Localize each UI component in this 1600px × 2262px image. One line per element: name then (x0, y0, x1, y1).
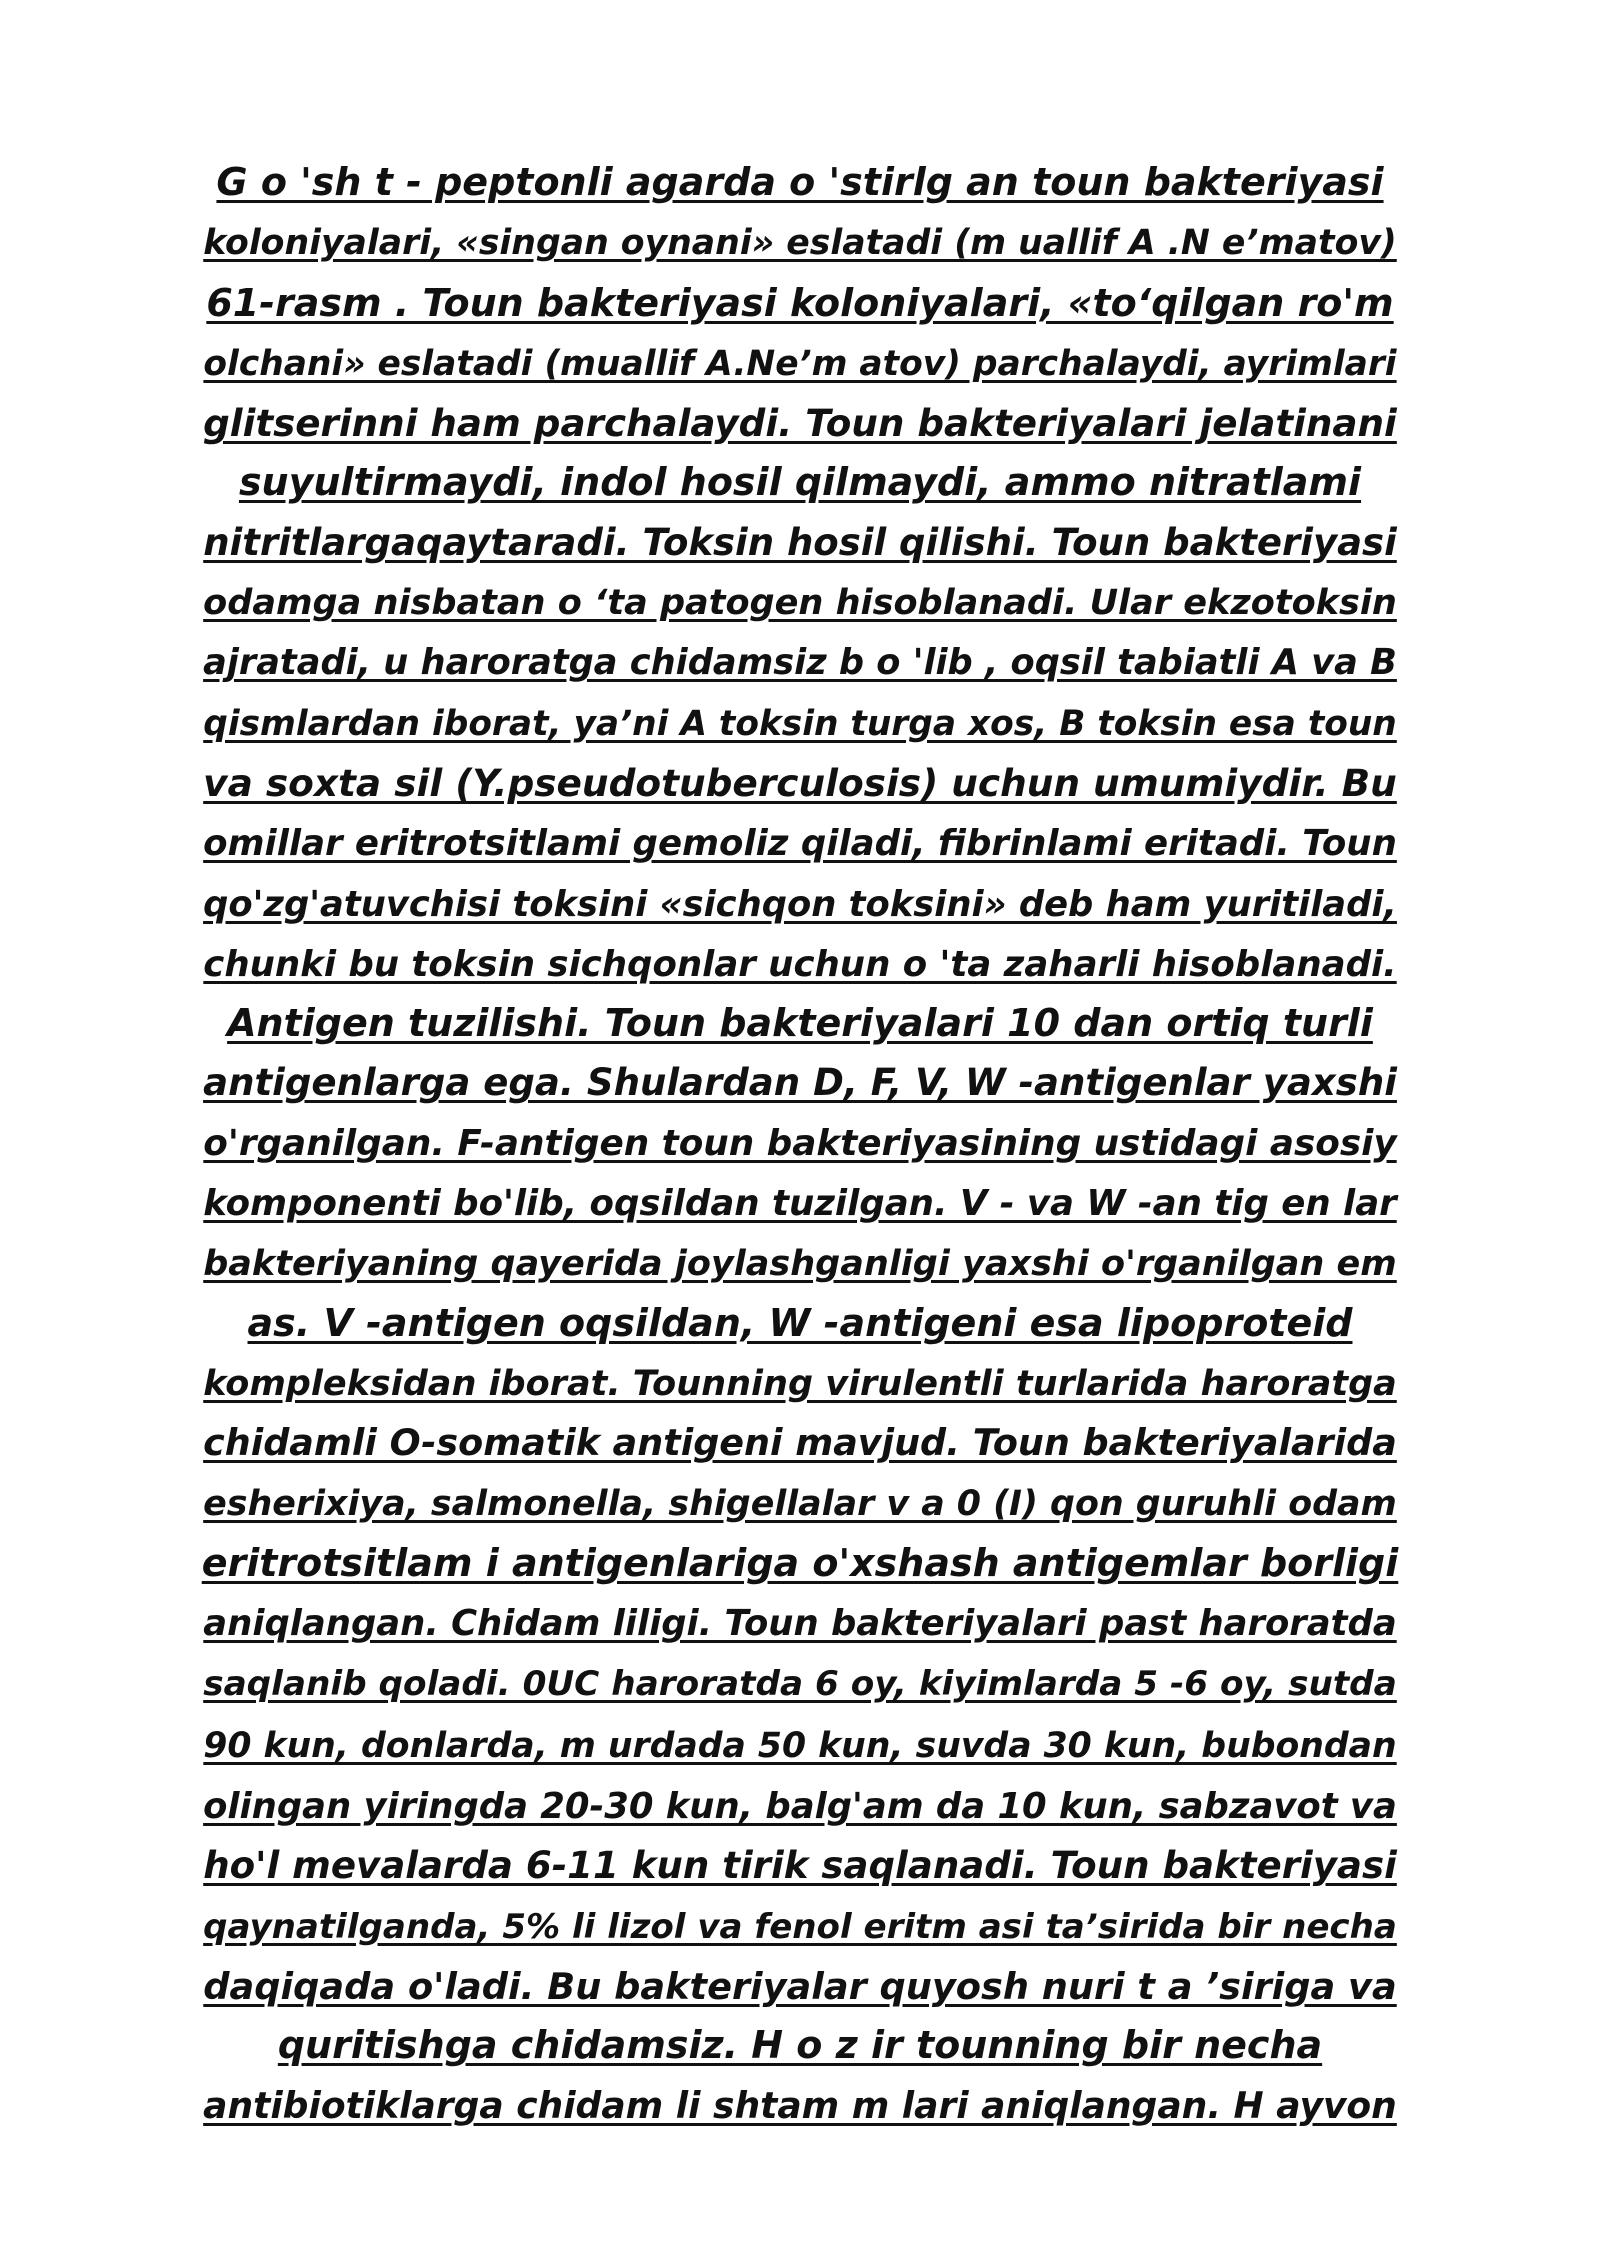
text-line: chidamli O-somatik antigeni mavjud. Toun bakteriyalarida (203, 1421, 1397, 1465)
text-line: qismlardan iborat, ya’ni A toksin turga xos, B toksin esa toun (203, 703, 1397, 744)
text-line: qaynatilganda, 5% li lizol va fenol eritm asi ta’sirida bir necha (203, 1906, 1397, 1947)
text-line: omillar eritrotsitlami gemoliz qiladi, fibrinlami eritadi. Toun (203, 823, 1397, 865)
text-line: antigenlarga ega. Shulardan D, F, V, W -antigenlar yaxshi (203, 1061, 1397, 1105)
text-line: suyultirmaydi, indol hosil qilmaydi, ammo nitratlami (238, 460, 1362, 505)
text-line: koloniyalari, «singan oynani» eslatadi (m uallif A .N e’matov) (203, 223, 1397, 264)
text-line: 61-rasm . Toun bakteriyasi koloniyalari, «to‘qilgan ro'm (206, 280, 1394, 325)
text-line: antibiotiklarga chidam li shtam m lari aniqlangan. H ayvon (203, 2085, 1397, 2127)
text-line: ajratadi, u haroratga chidamsiz b o 'lib , oqsil tabiatli A va B (203, 642, 1397, 684)
text-line: quritishga chidamsiz. H o z ir tounning bir necha (277, 2023, 1323, 2068)
text-line: 90 kun, donlarda, m urdada 50 kun, suvda 30 kun, bubondan (203, 1725, 1397, 1766)
text-line: kompleksidan iborat. Tounning virulentli turlarida haroratga (203, 1362, 1397, 1404)
text-line: as. V -antigen oqsildan, W -antigeni esa lipoproteid (247, 1300, 1353, 1345)
text-line: nitritlargaqaytaradi. Toksin hosil qilishi. Toun bakteriyasi (203, 520, 1397, 564)
text-line: Antigen tuzilishi. Toun bakteriyalari 10 dan ortiq turli (227, 1001, 1373, 1046)
text-line: eritrotsitlam i antigenlariga o'xshash antigemlar borligi (201, 1540, 1399, 1585)
body-text (200, 153, 1400, 2136)
text-line: bakteriyaning qayerida joylashganligi yaxshi o'rganilgan em (203, 1243, 1397, 1285)
text-line: olchani» eslatadi (muallif A.Ne’m atov) parchalaydi, ayrimlari (203, 343, 1397, 384)
text-line: odamga nisbatan o ‘ta patogen hisoblanadi. Ular ekzotoksin (203, 582, 1397, 624)
text-line: saqlanib qoladi. 0UC haroratda 6 oy, kiyimlarda 5 -6 oy, sutda (203, 1664, 1397, 1705)
text-line: esherixiya, salmonella, shigellalar v a 0 (I) qon guruhli odam (203, 1483, 1397, 1524)
text-line: glitserinni ham parchalaydi. Toun bakteriyalari jelatinani (203, 401, 1397, 446)
text-line: G o 'sh t - peptonli agarda o 'stirlg an toun bakteriyasi (216, 160, 1384, 204)
text-line: aniqlangan. Chidam liligi. Toun bakteriyalari past haroratda (203, 1603, 1397, 1645)
text-line: olingan yiringda 20-30 kun, balg'am da 10 kun, sabzavot va (203, 1786, 1397, 1828)
text-line: qo'zg'atuvchisi toksini «sichqon toksini» deb ham yuritiladi, (203, 883, 1397, 925)
text-line: va soxta sil (Y.pseudotuberculosis) uchun umumiydir. Bu (203, 760, 1397, 805)
text-line: daqiqada o'ladi. Bu bakteriyalar quyosh nuri t a ’siriga va (203, 1964, 1397, 2008)
text-line: chunki bu toksin sichqonlar uchun o 'ta zaharli hisoblanadi. (203, 943, 1397, 985)
text-line: komponenti bo'lib, oqsildan tuzilgan. V - va W -an tig en lar (203, 1183, 1397, 1225)
text-line: o'rganilgan. F-antigen toun bakteriyasining ustidagi asosiy (203, 1122, 1397, 1164)
text-line: ho'l mevalarda 6-11 kun tirik saqlanadi. Toun bakteriyasi (203, 1844, 1397, 1888)
